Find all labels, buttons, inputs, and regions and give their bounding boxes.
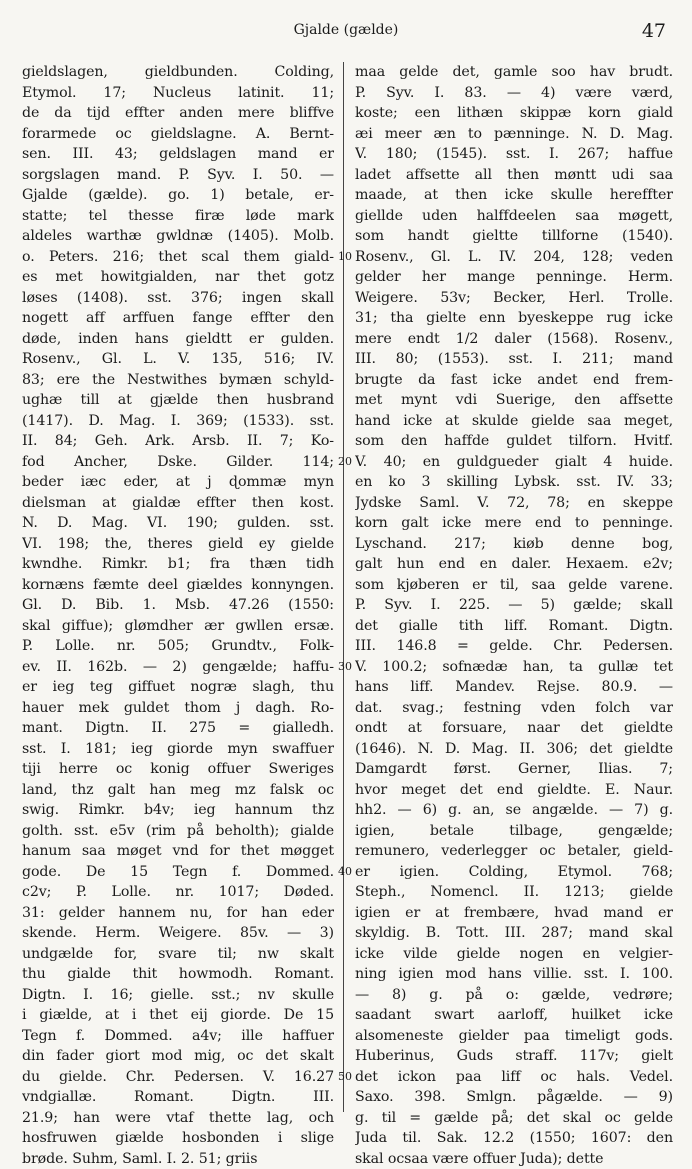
text-line: tiji herre oc konig offuer Sweriges xyxy=(22,759,334,780)
text-line: skyldig. B. Tott. III. 287; mand skal xyxy=(355,923,673,944)
text-line: remunero, vederlegger oc betaler, gield- xyxy=(355,841,673,862)
text-line: (1646). N. D. Mag. II. 306; det gieldte xyxy=(355,739,673,760)
text-line: g. til = gælde på; det skal oc gelde xyxy=(355,1108,673,1129)
text-line: hosfruwen giælde hosbonden i slige xyxy=(22,1128,334,1149)
text-line: P. Lolle. nr. 505; Grundtv., Folk- xyxy=(22,636,334,657)
text-line: gelder her mange penninge. Herm. xyxy=(355,267,673,288)
line-number: 10 xyxy=(334,247,356,268)
text-line: Saxo. 398. Smlgn. pågælde. — 9) xyxy=(355,1087,673,1108)
text-line: er ieg teg giffuet nogræ slagh, thu xyxy=(22,677,334,698)
text-line: sst. I. 181; ieg giorde myn swaffuer xyxy=(22,739,334,760)
text-line: igien, betale tilbage, gengælde; xyxy=(355,821,673,842)
text-line: beder iæc eder, at j ɖommæ myn xyxy=(22,472,334,493)
text-line: Etymol. 17; Nucleus latinit. 11; xyxy=(22,83,334,104)
text-line: 31; tha gielte enn byeskeppe rug icke xyxy=(355,308,673,329)
text-line: nogett aff arffuen fange effter den xyxy=(22,308,334,329)
text-line: ladet affsette all then møntt udi saa xyxy=(355,165,673,186)
text-line: alsomeneste gielder paa timeligt gods. xyxy=(355,1026,673,1047)
text-line: løses (1408). sst. 376; ingen skall xyxy=(22,288,334,309)
text-line: P. Syv. I. 83. — 4) være værd, xyxy=(355,83,673,104)
text-line: hvor meget det end gieldte. E. Naur. xyxy=(355,780,673,801)
text-line: (1417). D. Mag. I. 369; (1533). sst. xyxy=(22,411,334,432)
text-line: 83; ere the Nestwithes bymæn schyld- xyxy=(22,370,334,391)
text-line: III. 80; (1553). sst. I. 211; mand xyxy=(355,349,673,370)
text-line: i giælde, at i thet eij giorde. De 15 xyxy=(22,1005,334,1026)
column-divider xyxy=(343,62,344,1112)
text-line: Lyschand. 217; kiøb denne bog, xyxy=(355,534,673,555)
text-line: Digtn. I. 16; gielle. sst.; nv skulle xyxy=(22,985,334,1006)
text-line: kwndhe. Rimkr. b1; fra thæn tidh xyxy=(22,554,334,575)
text-line: met mynt vdi Suerige, den affsette xyxy=(355,390,673,411)
text-line: Jydske Saml. V. 72, 78; en skeppe xyxy=(355,493,673,514)
line-number: 40 xyxy=(334,862,356,883)
text-line: ev. II. 162b. — 2) gengælde; haffu- xyxy=(22,657,334,678)
text-line: thu gialde thit howmodh. Romant. xyxy=(22,964,334,985)
text-line: gieldslagen, gieldbunden. Colding, xyxy=(22,62,334,83)
text-line: korn galt icke mere end to penninge. xyxy=(355,513,673,534)
text-line: es met howitgialden, nar thet gotz xyxy=(22,267,334,288)
text-line: er igien. Colding, Etymol. 768; xyxy=(355,862,673,883)
text-line: det gialle tith liff. Romant. Digtn. xyxy=(355,616,673,637)
text-line: undgælde for, svare til; nw skalt xyxy=(22,944,334,965)
text-line: V. 100.2; sofnædæ han, ta gullæ tet xyxy=(355,657,673,678)
text-line: Steph., Nomencl. II. 1213; gielde xyxy=(355,882,673,903)
text-line: sen. III. 43; geldslagen mand er xyxy=(22,144,334,165)
text-line: Rosenv., Gl. L. IV. 204, 128; veden xyxy=(355,247,673,268)
page-header xyxy=(0,20,692,44)
running-head: Gjalde (gælde) xyxy=(0,22,692,38)
text-line: som handt gieltte tillforne (1540). xyxy=(355,226,673,247)
text-line: o. Peters. 216; thet scal them giald- xyxy=(22,247,334,268)
text-line: Rosenv., Gl. L. V. 135, 516; IV. xyxy=(22,349,334,370)
text-line: Juda til. Sak. 12.2 (1550; 1607: den xyxy=(355,1128,673,1149)
text-line: 21.9; han were vtaf thette lag, och xyxy=(22,1108,334,1129)
right-column xyxy=(355,62,673,1169)
text-line: fod Ancher, Dske. Gilder. 114; xyxy=(22,452,334,473)
text-line: dielsman at gialdæ effter then kost. xyxy=(22,493,334,514)
text-line: brøde. Suhm, Saml. I. 2. 51; griis xyxy=(22,1149,334,1169)
text-line: golth. sst. e5v (rim på beholth); gialde xyxy=(22,821,334,842)
text-line: koste; een lithæn skippæ korn giald xyxy=(355,103,673,124)
text-line: mere endt 1/2 daler (1568). Rosenv., xyxy=(355,329,673,350)
text-line: æi meer æn to pænninge. N. D. Mag. xyxy=(355,124,673,145)
text-line: Damgardt først. Gerner, Ilias. 7; xyxy=(355,759,673,780)
text-line: Weigere. 53v; Becker, Herl. Trolle. xyxy=(355,288,673,309)
text-line: skende. Herm. Weigere. 85v. — 3) xyxy=(22,923,334,944)
text-line: igien er at frembære, hvad mand er xyxy=(355,903,673,924)
text-line: Tegn f. Dommed. a4v; ille haffuer xyxy=(22,1026,334,1047)
page-number: 47 xyxy=(642,20,666,42)
text-line: — 8) g. på o: gælde, vedrøre; xyxy=(355,985,673,1006)
text-line: din fader giort mod mig, oc det skalt xyxy=(22,1046,334,1067)
text-line: brugte da fast icke andet end frem- xyxy=(355,370,673,391)
text-line: III. 146.8 = gelde. Chr. Pedersen. xyxy=(355,636,673,657)
text-line: dat. svag.; festning vden folch var xyxy=(355,698,673,719)
left-column xyxy=(22,62,334,1169)
text-line: maa gelde det, gamle soo hav brudt. xyxy=(355,62,673,83)
text-line: aldeles warthæ gwldnæ (1405). Molb. xyxy=(22,226,334,247)
text-line: ondt at forsuare, naar det gieldte xyxy=(355,718,673,739)
text-line: hauer mek guldet thom j dagh. Ro- xyxy=(22,698,334,719)
text-line: V. 180; (1545). sst. I. 267; haffue xyxy=(355,144,673,165)
text-line: maade, at then icke skulle hereffter xyxy=(355,185,673,206)
text-line: vndgiallæ. Romant. Digtn. III. xyxy=(22,1087,334,1108)
text-line: skal giffue); glømdher ær gwllen ersæ. xyxy=(22,616,334,637)
text-line: saadant swart aarloff, huilket icke xyxy=(355,1005,673,1026)
text-line: statte; tel thesse firæ løde mark xyxy=(22,206,334,227)
text-line: hanum saa møget vnd for thet møgget xyxy=(22,841,334,862)
text-line: giellde uden halffdeelen saa møgett, xyxy=(355,206,673,227)
text-line: swig. Rimkr. b4v; ieg hannum thz xyxy=(22,800,334,821)
text-line: hh2. — 6) g. an, se angælde. — 7) g. xyxy=(355,800,673,821)
text-line: forarmede oc gieldslagne. A. Bernt- xyxy=(22,124,334,145)
text-line: V. 40; en guldgueder gialt 4 huide. xyxy=(355,452,673,473)
line-number: 50 xyxy=(334,1067,356,1088)
text-line: N. D. Mag. VI. 190; gulden. sst. xyxy=(22,513,334,534)
text-line: kornæns fæmte deel giældes konnyngen. xyxy=(22,575,334,596)
line-number: 20 xyxy=(334,452,356,473)
text-line: døde, inden hans gieldtt er gulden. xyxy=(22,329,334,350)
text-line: Gl. D. Bib. 1. Msb. 47.26 (1550: xyxy=(22,595,334,616)
text-line: de da tijd effter anden mere bliffve xyxy=(22,103,334,124)
text-line: Gjalde (gælde). go. 1) betale, er- xyxy=(22,185,334,206)
text-line: som den haffde guldet tilforn. Hvitf. xyxy=(355,431,673,452)
text-line: Huberinus, Guds straff. 117v; gielt xyxy=(355,1046,673,1067)
text-line: gode. De 15 Tegn f. Dommed. xyxy=(22,862,334,883)
line-number: 30 xyxy=(334,657,356,678)
text-line: II. 84; Geh. Ark. Arsb. II. 7; Ko- xyxy=(22,431,334,452)
text-line: det ickon paa liff oc hals. Vedel. xyxy=(355,1067,673,1088)
text-line: en ko 3 skilling Lybsk. sst. IV. 33; xyxy=(355,472,673,493)
text-line: galt hun end en daler. Hexaem. e2v; xyxy=(355,554,673,575)
text-line: som kjøberen er til, saa gelde varene. xyxy=(355,575,673,596)
text-line: ughæ till at gjælde then husbrand xyxy=(22,390,334,411)
text-line: hand icke at skulde gielde saa meget, xyxy=(355,411,673,432)
text-line: 31: gelder hannem nu, for han eder xyxy=(22,903,334,924)
text-line: hans liff. Mandev. Rejse. 80.9. — xyxy=(355,677,673,698)
text-line: icke vilde gielde nogen en velgier- xyxy=(355,944,673,965)
text-line: skal ocsaa være offuer Juda); dette xyxy=(355,1149,673,1169)
text-line: du gielde. Chr. Pedersen. V. 16.27 xyxy=(22,1067,334,1088)
text-line: c2v; P. Lolle. nr. 1017; Døded. xyxy=(22,882,334,903)
text-line: VI. 198; the, theres gield ey gielde xyxy=(22,534,334,555)
text-line: ning igien mod hans villie. sst. I. 100. xyxy=(355,964,673,985)
text-line: P. Syv. I. 225. — 5) gælde; skall xyxy=(355,595,673,616)
text-line: mant. Digtn. II. 275 = gialledh. xyxy=(22,718,334,739)
text-line: sorgslagen mand. P. Syv. I. 50. — xyxy=(22,165,334,186)
text-line: land, thz galt han meg mz falsk oc xyxy=(22,780,334,801)
